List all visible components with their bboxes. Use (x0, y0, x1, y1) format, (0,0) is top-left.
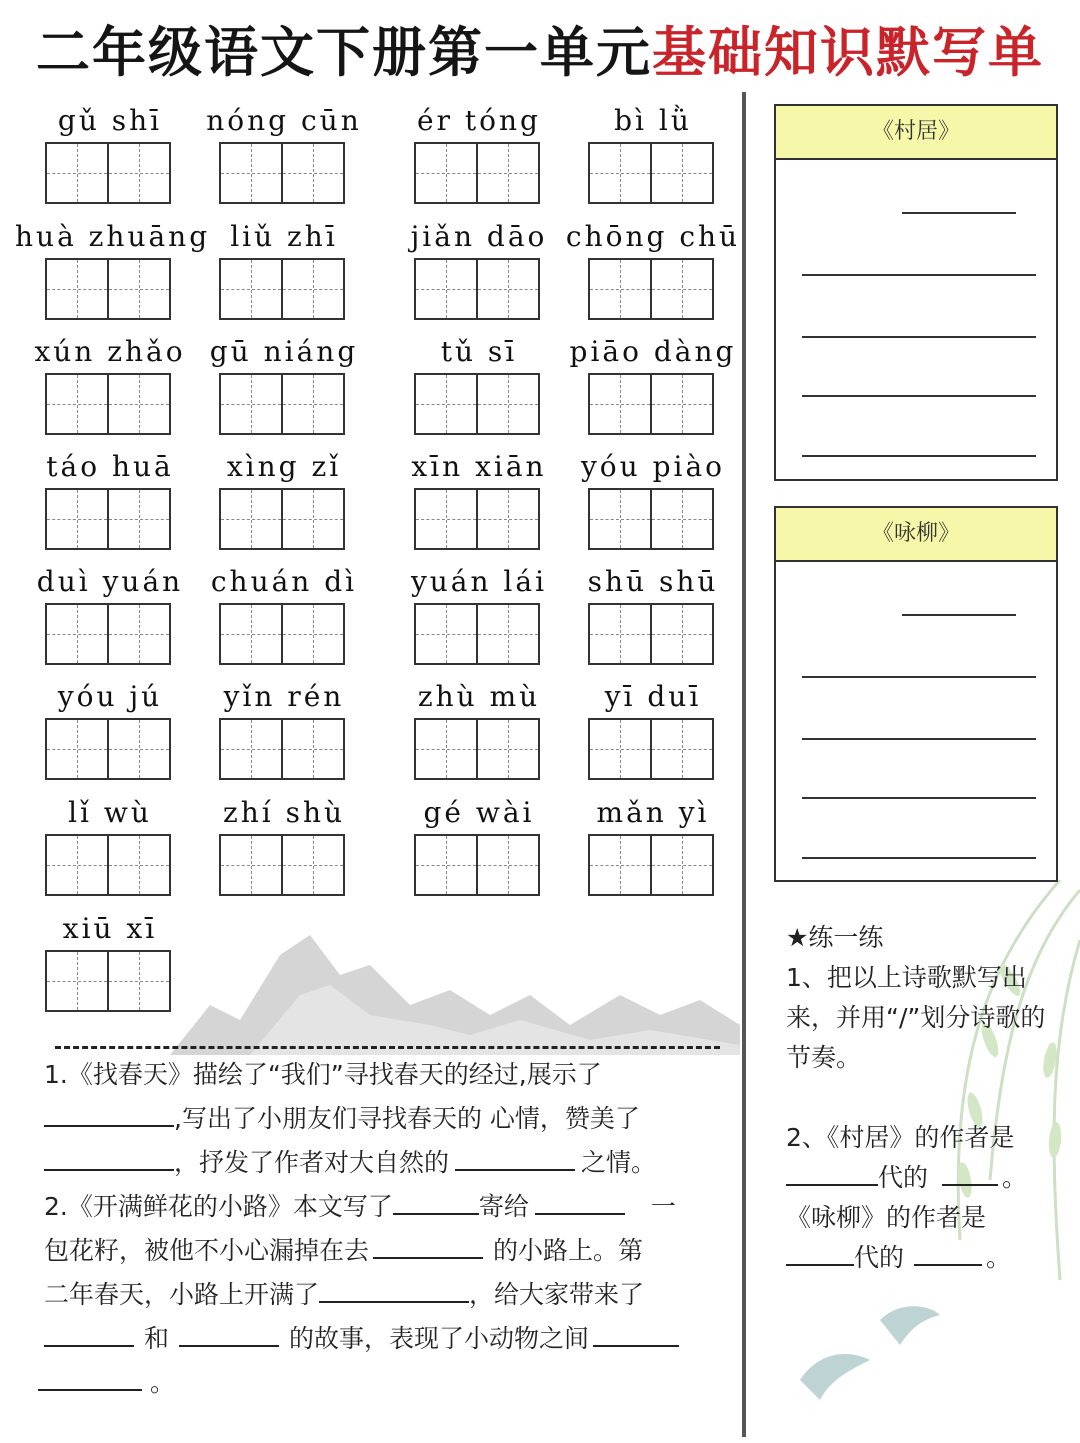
writing-box[interactable] (219, 142, 345, 204)
writing-box[interactable] (219, 603, 345, 665)
poem-writing-line[interactable] (802, 676, 1036, 678)
writing-box[interactable] (414, 488, 540, 550)
poem-writing-line[interactable] (802, 738, 1036, 740)
practice-section (786, 918, 1061, 1278)
pinyin-label: gé wài (423, 796, 535, 829)
pinyin-label: xún zhǎo (34, 335, 186, 368)
writing-box[interactable] (219, 718, 345, 780)
answer-blank[interactable] (44, 1323, 134, 1347)
practice-item-2-line-4: 代的 。 (786, 1238, 1061, 1278)
writing-box[interactable] (588, 258, 714, 320)
pinyin-label: yī duī (604, 680, 702, 713)
writing-box[interactable] (414, 834, 540, 896)
pinyin-label: zhí shù (222, 796, 346, 829)
pinyin-label: chuán dì (210, 565, 358, 598)
writing-box[interactable] (219, 834, 345, 896)
answer-blank[interactable] (373, 1235, 483, 1259)
pinyin-label: duì yuán (36, 565, 184, 598)
pinyin-label: tǔ sī (440, 335, 518, 368)
q2-line-5: 。 (44, 1361, 724, 1405)
writing-box[interactable] (219, 488, 345, 550)
page-title (0, 10, 1080, 87)
poem-box-cunju (774, 104, 1058, 481)
poem-writing-line[interactable] (802, 797, 1036, 799)
answer-blank[interactable] (535, 1191, 625, 1215)
pinyin-label: huà zhuāng (15, 220, 211, 253)
answer-blank[interactable] (455, 1147, 575, 1171)
answer-blank[interactable] (38, 1367, 142, 1391)
q2-line-1: 2.《开满鲜花的小路》本文写了 寄给 一 (44, 1192, 676, 1221)
poem-writing-line[interactable] (802, 455, 1036, 457)
answer-blank[interactable] (593, 1323, 679, 1347)
writing-box[interactable] (414, 258, 540, 320)
pinyin-label: xiū xī (62, 912, 158, 945)
writing-box[interactable] (219, 373, 345, 435)
writing-box[interactable] (45, 603, 171, 665)
pinyin-label: lǐ wù (68, 796, 152, 829)
q1-line-2: ,写出了小朋友们寻找春天的 心情，赞美了 (44, 1097, 724, 1141)
pinyin-label: gū niáng (209, 335, 359, 368)
answer-blank[interactable] (942, 1162, 998, 1186)
writing-box[interactable] (45, 718, 171, 780)
pinyin-label: mǎn yì (596, 796, 710, 829)
practice-item-2-line-3: 《咏柳》的作者是 (786, 1203, 987, 1232)
writing-box[interactable] (414, 718, 540, 780)
poem-title: 《咏柳》 (776, 508, 1056, 562)
q1-line-3: ，抒发了作者对大自然的 之情。 (44, 1141, 724, 1185)
answer-blank[interactable] (786, 1242, 854, 1266)
pinyin-label: bì lǜ (614, 104, 692, 137)
writing-box[interactable] (45, 488, 171, 550)
practice-heading: ★练一练 (786, 923, 884, 952)
answer-blank[interactable] (914, 1242, 982, 1266)
pinyin-label: táo huā (46, 450, 174, 483)
poem-writing-line[interactable] (902, 212, 1016, 214)
q2-line-4: 和 的故事，表现了小动物之间 (44, 1317, 724, 1361)
writing-box[interactable] (414, 373, 540, 435)
pinyin-label: nóng cūn (206, 104, 362, 137)
title-part-1: 二年级语文下册第一单元 (36, 20, 652, 84)
practice-item-2-line-2: 代的 。 (786, 1158, 1061, 1198)
pinyin-label: liǔ zhī (230, 220, 338, 253)
pinyin-label: chōng chū (565, 220, 741, 253)
dashed-separator (55, 1046, 720, 1049)
poem-writing-line[interactable] (802, 395, 1036, 397)
writing-box[interactable] (588, 718, 714, 780)
answer-blank[interactable] (44, 1103, 174, 1127)
writing-box[interactable] (588, 603, 714, 665)
practice-item-1: 1、把以上诗歌默写出来，并用“/”划分诗歌的节奏。 (786, 963, 1046, 1072)
pinyin-label: shū shū (587, 565, 719, 598)
pinyin-label: yóu jú (57, 680, 163, 713)
title-part-2: 基础知识默写单 (652, 20, 1044, 84)
poem-writing-line[interactable] (902, 614, 1016, 616)
pinyin-label: yuán lái (410, 565, 548, 598)
writing-box[interactable] (45, 950, 171, 1012)
writing-box[interactable] (45, 373, 171, 435)
pinyin-label: xìng zǐ (226, 450, 342, 483)
writing-box[interactable] (219, 258, 345, 320)
writing-box[interactable] (588, 488, 714, 550)
practice-item-2-line-1: 2、《村居》的作者是 (786, 1123, 1015, 1152)
poem-writing-line[interactable] (802, 336, 1036, 338)
pinyin-label: gǔ shī (57, 104, 163, 137)
pinyin-label: yóu piào (580, 450, 726, 483)
q2-line-3: 二年春天，小路上开满了 ，给大家带来了 (44, 1280, 645, 1309)
answer-blank[interactable] (319, 1279, 469, 1303)
writing-box[interactable] (45, 834, 171, 896)
pinyin-label: jiǎn dāo (410, 220, 548, 253)
pinyin-label: yǐn rén (223, 680, 345, 713)
answer-blank[interactable] (179, 1323, 279, 1347)
mountain-ink-decoration (170, 895, 740, 1055)
pinyin-label: xīn xiān (411, 450, 547, 483)
answer-blank[interactable] (786, 1162, 878, 1186)
writing-box[interactable] (588, 142, 714, 204)
writing-box[interactable] (45, 258, 171, 320)
writing-box[interactable] (414, 142, 540, 204)
pinyin-label: zhù mù (417, 680, 541, 713)
q1-line-1: 1.《找春天》描绘了“我们”寻找春天的经过,展示了 (44, 1060, 602, 1089)
answer-blank[interactable] (393, 1191, 479, 1215)
q2-line-2: 包花籽，被他不小心漏掉在去 的小路上。第 (44, 1236, 644, 1265)
writing-box[interactable] (588, 373, 714, 435)
poem-writing-line[interactable] (802, 857, 1036, 859)
pinyin-label: ér tóng (417, 104, 541, 137)
poem-writing-line[interactable] (802, 274, 1036, 276)
fill-in-questions (44, 1053, 724, 1405)
poem-title: 《村居》 (776, 106, 1056, 160)
pinyin-label: piāo dàng (569, 335, 737, 368)
vertical-divider (742, 92, 746, 1437)
writing-box[interactable] (414, 603, 540, 665)
answer-blank[interactable] (44, 1147, 174, 1171)
poem-box-yongliu (774, 506, 1058, 882)
writing-box[interactable] (45, 142, 171, 204)
writing-box[interactable] (588, 834, 714, 896)
